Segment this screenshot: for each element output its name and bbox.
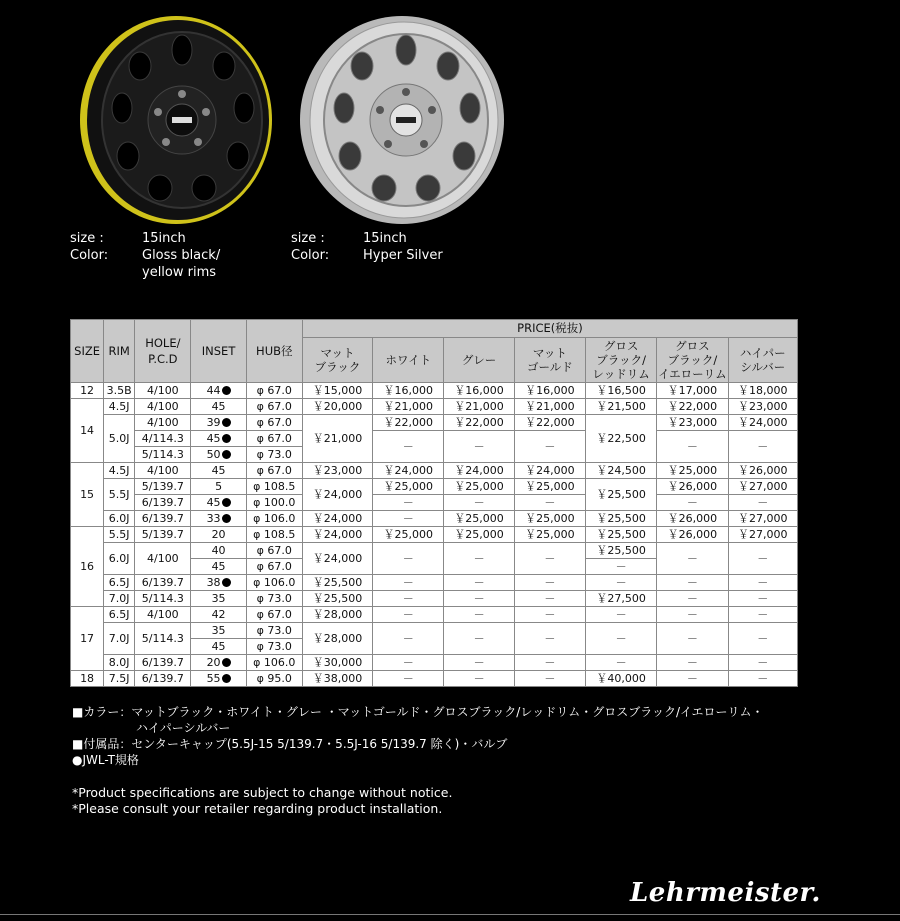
jwl-mark-icon <box>222 434 231 443</box>
disclaimer-line: *Product specifications are subject to change without notice. <box>72 785 453 800</box>
disclaimer-line: *Please consult your retailer regarding product installation. <box>72 801 443 816</box>
header-color: グロス ブラック/ レッドリム <box>585 338 656 383</box>
jwl-mark-icon <box>222 658 231 667</box>
jwl-mark-icon <box>222 418 231 427</box>
inset-cell: 50 <box>191 447 246 463</box>
wheel-image-gloss-black <box>78 14 274 226</box>
header-hole-line2: P.C.D <box>148 352 178 366</box>
size-cell: 16 <box>71 527 104 607</box>
table-row: 12 3.5B 4/100 44 φ 67.0 ￥15,000 ￥16,000 ￥16,000 ￥16,000 ￥16,500 ￥17,000 ￥18,000 <box>71 383 798 399</box>
color-value-line2: yellow rims <box>142 265 217 280</box>
spec-notes <box>72 704 764 768</box>
table-row: 16 5.5J 5/139.7 20 φ 108.5 ￥24,000 ￥25,000 ￥25,000 ￥25,000 ￥25,500 ￥26,000 ￥27,000 <box>71 527 798 543</box>
table-row: 6/139.7 45 φ 100.0 － － － － － <box>71 495 798 511</box>
color-label: Color: <box>291 248 330 263</box>
jwl-mark-icon <box>222 674 231 683</box>
header-color: グレー <box>444 338 514 383</box>
table-row: 7.0J 5/114.3 35 φ 73.0 ￥28,000 － － － － － － <box>71 623 798 639</box>
table-row: 6.5J 6/139.7 38 φ 106.0 ￥25,500 － － － － － － <box>71 575 798 591</box>
footer-divider <box>0 914 900 915</box>
colors-note: ■カラー：マットブラック・ホワイト・グレー ・マットゴールド・グロスブラック/レッドリム・グロスブラック/イエローリム・ <box>72 705 764 719</box>
table-row: 15 4.5J 4/100 45 φ 67.0 ￥23,000 ￥24,000 ￥24,000 ￥24,000 ￥24,500 ￥25,000 ￥26,000 <box>71 463 798 479</box>
colors-note-line2: ハイパーシルバー <box>136 721 231 735</box>
inset-cell: 44 <box>191 383 246 399</box>
size-cell: 14 <box>71 399 104 463</box>
jwl-mark-icon <box>222 498 231 507</box>
header-color: マット ゴールド <box>514 338 585 383</box>
table-row: 5.0J 4/100 39 φ 67.0 ￥21,000 ￥22,000 ￥22,000 ￥22,000 ￥22,500 ￥23,000 ￥24,000 <box>71 415 798 431</box>
jwl-note: ●JWL-T規格 <box>72 753 139 767</box>
table-row: 7.0J 5/114.3 35 φ 73.0 ￥25,500 － － － ￥27,500 － － <box>71 591 798 607</box>
header-inset: INSET <box>191 320 246 383</box>
header-hole-line1: HOLE/ <box>145 336 181 350</box>
header-color: ホワイト <box>373 338 444 383</box>
size-cell: 15 <box>71 463 104 527</box>
table-row: 6.0J 4/100 40 φ 67.0 ￥24,000 － － － ￥25,500 － － <box>71 543 798 559</box>
table-row: 4/114.3 45 φ 67.0 － － － － － <box>71 431 798 447</box>
inset-cell: 45 <box>191 495 246 511</box>
header-color: ハイパー シルバー <box>728 338 797 383</box>
accessories-note: ■付属品：センターキャップ(5.5J-15 5/139.7・5.5J-16 5/139.7 除く)・バルブ <box>72 737 508 751</box>
header-size: SIZE <box>71 320 104 383</box>
table-row: 14 4.5J 4/100 45 φ 67.0 ￥20,000 ￥21,000 ￥21,000 ￥21,000 ￥21,500 ￥22,000 ￥23,000 <box>71 399 798 415</box>
header-price: PRICE(税抜) <box>302 320 797 338</box>
header-hole-pcd <box>135 320 191 383</box>
inset-cell: 55 <box>191 671 246 687</box>
size-cell: 12 <box>71 383 104 399</box>
table-row: 45 φ 73.0 <box>71 639 798 655</box>
color-label: Color: <box>70 248 109 263</box>
inset-cell: 39 <box>191 415 246 431</box>
price-spec-table <box>70 319 798 687</box>
table-row: 6.0J 6/139.7 33 φ 106.0 ￥24,000 － ￥25,000 ￥25,000 ￥25,500 ￥26,000 ￥27,000 <box>71 511 798 527</box>
brand-logo: Lehrmeister. <box>630 878 821 908</box>
inset-cell: 38 <box>191 575 246 591</box>
jwl-mark-icon <box>222 578 231 587</box>
inset-cell: 33 <box>191 511 246 527</box>
size-cell: 18 <box>71 671 104 687</box>
wheel-caption-gloss-black <box>70 230 270 282</box>
disclaimer <box>72 785 452 817</box>
inset-cell: 45 <box>191 431 246 447</box>
inset-cell: 20 <box>191 655 246 671</box>
table-row: 45 φ 67.0 － <box>71 559 798 575</box>
jwl-mark-icon <box>222 450 231 459</box>
header-rim: RIM <box>104 320 135 383</box>
table-row: 5.5J 5/139.7 5 φ 108.5 ￥24,000 ￥25,000 ￥25,000 ￥25,000 ￥25,500 ￥26,000 ￥27,000 <box>71 479 798 495</box>
table-row: 5/114.3 50 φ 73.0 <box>71 447 798 463</box>
header-hub: HUB径 <box>246 320 302 383</box>
size-value: 15inch <box>363 231 407 246</box>
size-cell: 17 <box>71 607 104 671</box>
wheel-image-hyper-silver <box>298 14 506 226</box>
table-row: 18 7.5J 6/139.7 55 φ 95.0 ￥38,000 － － － ￥40,000 － － <box>71 671 798 687</box>
header-color: グロス ブラック/ イエローリム <box>658 339 727 381</box>
size-label: size : <box>291 231 325 246</box>
table-row: 8.0J 6/139.7 20 φ 106.0 ￥30,000 － － － － － － <box>71 655 798 671</box>
color-value: Hyper Silver <box>363 248 443 263</box>
jwl-mark-icon <box>222 386 231 395</box>
jwl-mark-icon <box>222 514 231 523</box>
size-value: 15inch <box>142 231 186 246</box>
header-color: マット ブラック <box>302 338 372 383</box>
table-row: 17 6.5J 4/100 42 φ 67.0 ￥28,000 － － － － － － <box>71 607 798 623</box>
wheel-caption-hyper-silver <box>291 230 491 270</box>
color-value: Gloss black/ <box>142 248 221 263</box>
size-label: size : <box>70 231 104 246</box>
